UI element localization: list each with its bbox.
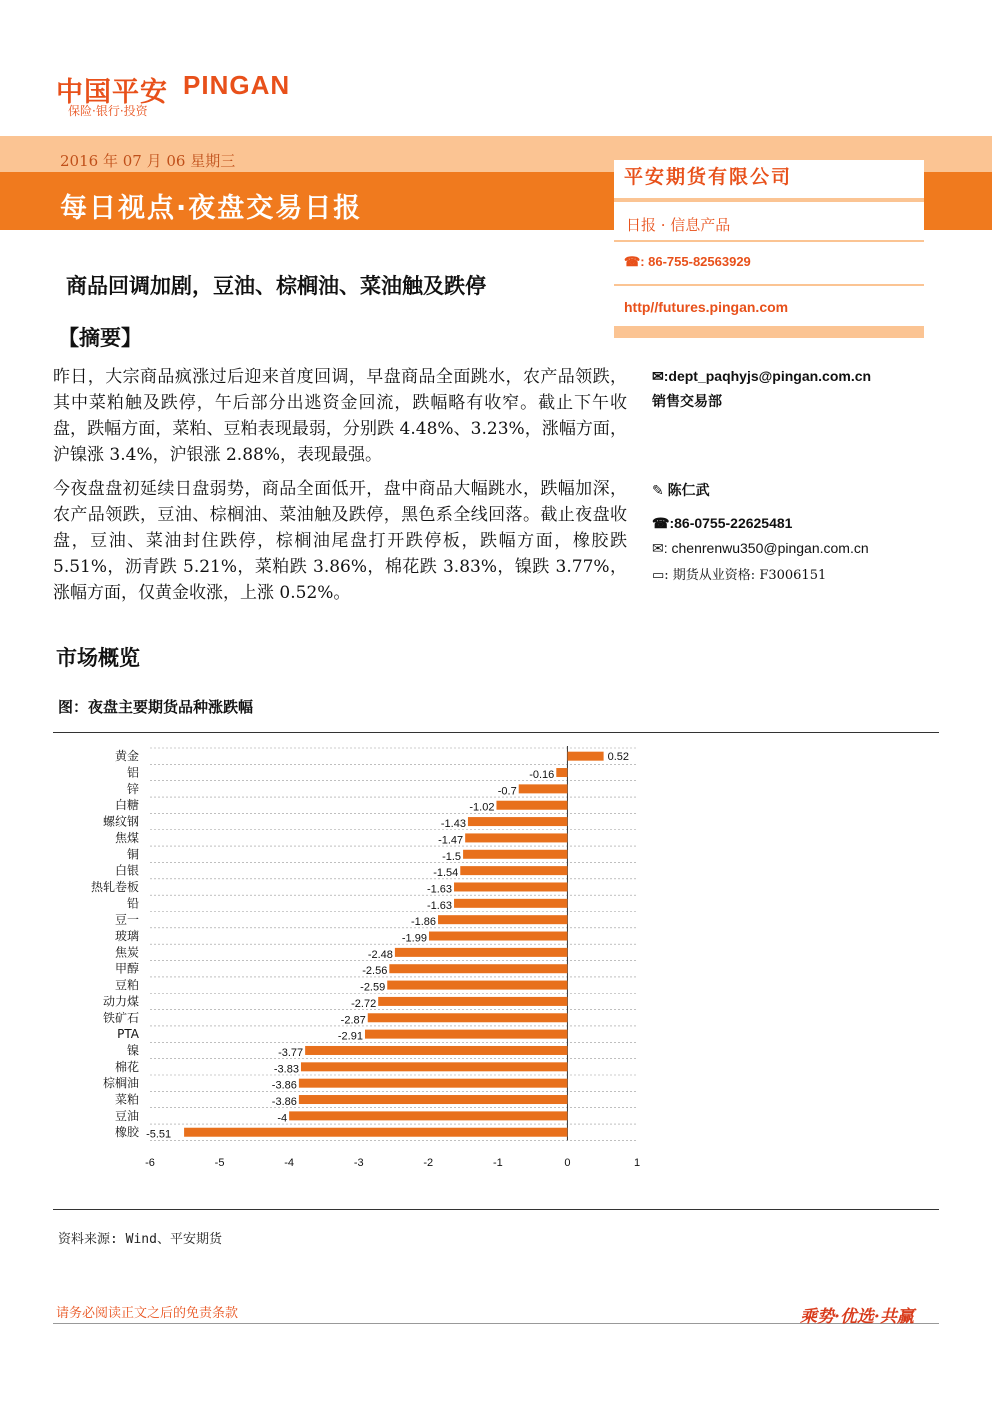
phone-icon: ☎ — [652, 515, 670, 531]
data-label: -2.48 — [367, 948, 393, 961]
dept-email-text: :dept_paqhyjs@pingan.com.cn — [663, 368, 872, 384]
data-label: -1.54 — [433, 867, 459, 880]
bar — [463, 850, 567, 859]
figure-bottom-rule — [53, 1209, 939, 1210]
data-label: -1.86 — [410, 916, 437, 929]
category-label: 热轧卷板 — [90, 879, 139, 894]
bar — [299, 1079, 568, 1088]
figure-source: 资料来源: Wind、平安期货 — [58, 1232, 222, 1247]
data-label: -1.63 — [426, 899, 453, 912]
bar — [299, 1095, 568, 1104]
company-name: 平安期货有限公司 — [624, 166, 793, 188]
disclaimer[interactable]: 请务必阅读正文之后的免责条款 — [56, 1306, 239, 1321]
category-label: PTA — [117, 1027, 139, 1042]
category-label: 橡胶 — [114, 1125, 139, 1140]
data-label: -2.91 — [337, 1030, 363, 1043]
company-phone-number: 86-755-82563929 — [648, 254, 751, 269]
analyst-email[interactable] — [652, 540, 869, 557]
logo-subtitle: 保险·银行·投资 — [68, 104, 148, 118]
category-label: 铁矿石 — [102, 1010, 139, 1025]
category-label: 焦炭 — [114, 945, 139, 960]
data-label: -1.43 — [440, 818, 466, 831]
analyst-phone — [652, 515, 792, 532]
category-label: 棕榈油 — [102, 1076, 139, 1091]
company-info-panel — [614, 156, 924, 338]
bar — [305, 1046, 567, 1055]
data-label: -1.99 — [401, 932, 427, 945]
x-tick-label: 1 — [633, 1157, 641, 1169]
category-label: 菜粕 — [114, 1092, 139, 1107]
x-tick-label: -3 — [353, 1157, 364, 1169]
x-tick-label: 0 — [564, 1157, 571, 1169]
category-label: 动力煤 — [102, 994, 139, 1009]
mail-icon: ✉ — [652, 540, 664, 556]
phone-icon: ☎: — [624, 254, 649, 269]
data-label: -1.47 — [438, 834, 464, 847]
category-label: 螺纹钢 — [102, 814, 139, 829]
dept-email[interactable] — [652, 368, 871, 385]
analyst-email-text: : chenrenwu350@pingan.com.cn — [663, 540, 869, 556]
abstract-heading: 【摘要】 — [58, 325, 142, 350]
bar — [468, 817, 567, 826]
data-label: -2.72 — [351, 997, 377, 1010]
panel-footer-band — [614, 326, 924, 338]
data-label: -1.63 — [426, 883, 453, 896]
data-label: -2.87 — [340, 1014, 366, 1027]
category-label: 甲醇 — [114, 961, 139, 976]
analyst-phone-number: :86-0755-22625481 — [669, 515, 793, 531]
report-title: 每日视点·夜盘交易日报 — [60, 193, 363, 224]
bar — [438, 915, 567, 924]
bar — [184, 1128, 567, 1137]
analyst-license-text: : 期货从业资格: F3006151 — [664, 568, 827, 583]
analyst — [652, 480, 710, 500]
bar — [454, 899, 567, 908]
panel-rule — [614, 156, 924, 160]
slogan: 乘势·优选·共赢 — [800, 1307, 914, 1327]
figure-title: 图：夜盘主要期货品种涨跌幅 — [58, 698, 254, 716]
logo-cn: 中国平安 — [56, 77, 168, 108]
data-label: -2.56 — [362, 965, 388, 978]
bar — [395, 948, 568, 957]
category-label: 焦煤 — [114, 830, 139, 845]
abstract-paragraph-1: 昨日，大宗商品疯涨过后迎来首度回调，早盘商品全面跳水，农产品领跌，其中菜粕触及跌停，午后部分出逃资金回流，跌幅略有收窄。截止下午收盘，跌幅方面，菜粕、豆粕表现最弱，分别跌 4.48%、3.23%，涨幅方面，沪镍涨 3.4%，沪银涨 2.88%，表现最强。 — [53, 367, 627, 465]
bar — [496, 801, 567, 810]
x-tick-label: -5 — [214, 1157, 225, 1169]
company-website[interactable]: http//futures.pingan.com — [624, 299, 789, 315]
analyst-license — [652, 564, 826, 583]
data-label: -0.7 — [497, 785, 517, 798]
data-label: -3.83 — [273, 1063, 299, 1076]
bar — [519, 784, 568, 793]
data-label: 0.52 — [607, 751, 630, 764]
category-label: 铅 — [126, 896, 139, 911]
book-icon: ▭ — [652, 568, 665, 583]
report-category: 日报 · 信息产品 — [626, 216, 731, 234]
bar — [387, 981, 567, 990]
panel-rule — [614, 240, 924, 242]
data-label: -5.51 — [146, 1128, 172, 1141]
data-label: -3.86 — [271, 1096, 297, 1109]
data-label: -3.77 — [278, 1046, 304, 1059]
category-label: 玻璃 — [114, 929, 139, 944]
x-tick-label: -4 — [284, 1157, 295, 1169]
bar — [289, 1111, 567, 1120]
category-label: 锌 — [126, 781, 139, 796]
data-label: -2.59 — [360, 981, 386, 994]
bar — [301, 1062, 567, 1071]
x-tick-label: -6 — [145, 1157, 155, 1169]
bar — [460, 866, 567, 875]
data-label: -0.16 — [529, 769, 555, 782]
headline: 商品回调加剧，豆油、棕榈油、菜油触及跌停 — [66, 273, 486, 298]
logo-en: PINGAN — [183, 70, 291, 100]
data-label: -4 — [277, 1112, 288, 1125]
analyst-name: 陈仁武 — [667, 482, 710, 498]
category-label: 铝 — [126, 765, 139, 780]
x-tick-label: -1 — [492, 1157, 503, 1169]
data-label: -1.02 — [469, 801, 495, 814]
category-label: 豆一 — [114, 912, 139, 927]
panel-rule — [614, 198, 924, 202]
report-date: 2016 年 07 月 06 星期三 — [60, 152, 236, 170]
section-title: 市场概览 — [56, 645, 140, 670]
pen-icon: ✎ — [652, 482, 668, 498]
panel-rule — [614, 284, 924, 286]
data-label: -3.86 — [271, 1079, 297, 1092]
category-label: 白糖 — [114, 798, 139, 813]
bar — [365, 1030, 567, 1039]
bar — [378, 997, 567, 1006]
bar — [454, 882, 567, 891]
category-label: 豆粕 — [114, 978, 139, 993]
category-label: 豆油 — [114, 1108, 139, 1123]
category-label: 镍 — [126, 1043, 139, 1058]
category-label: 黄金 — [114, 749, 139, 764]
bar — [368, 1013, 568, 1022]
dept-name: 销售交易部 — [652, 393, 722, 409]
category-label: 白银 — [114, 863, 139, 878]
bar — [556, 768, 567, 777]
company-phone — [624, 254, 751, 270]
x-tick-label: -2 — [423, 1157, 434, 1169]
mail-icon: ✉ — [652, 368, 664, 384]
bar — [429, 932, 567, 941]
data-label: -1.5 — [442, 850, 462, 863]
bar — [465, 833, 567, 842]
category-label: 棉花 — [114, 1059, 139, 1074]
category-label: 铜 — [126, 847, 139, 862]
bar — [567, 752, 603, 761]
bar — [389, 964, 567, 973]
abstract-paragraph-2: 今夜盘盘初延续日盘弱势，商品全面低开，盘中商品大幅跳水，跌幅加深，农产品领跌，豆油、棕榈油、菜油触及跌停，黑色系全线回落。截止夜盘收盘，豆油、菜油封住跌停，棕榈油尾盘打开跌停板，跌幅方面，橡胶跌 5.51%，沥青跌 5.21%，菜粕跌 3.86%，棉花跌 3.83%，镍跌 3.77%，涨幅方面，仅黄金收涨，上涨 0.52%。 — [53, 479, 627, 603]
figure-top-rule — [53, 732, 939, 733]
